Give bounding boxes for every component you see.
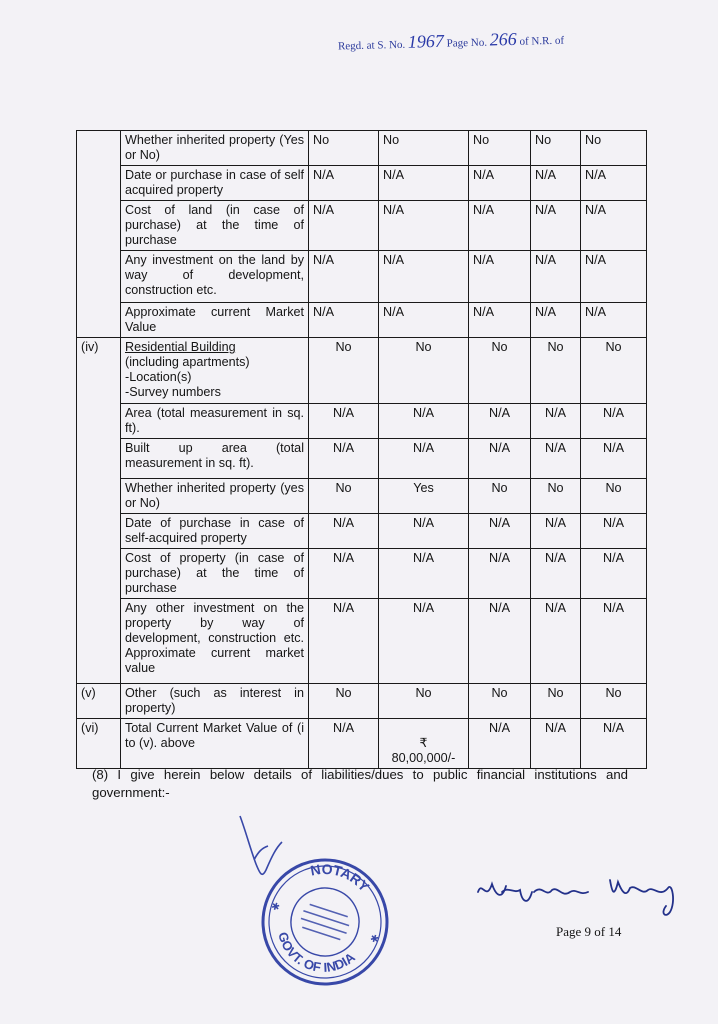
table-row [77,303,647,338]
value-cell: N/A [469,166,531,201]
value-cell: N/A [309,599,379,684]
value-cell: N/A [379,166,469,201]
value-cell: N/A [581,514,647,549]
table-row [77,251,647,303]
value-cell: No [469,684,531,719]
row-number [77,166,121,201]
value-cell: N/A [531,404,581,439]
value-cell: N/A [379,439,469,479]
row-number: (vi) [77,719,121,769]
row-number: (v) [77,684,121,719]
value-cell: No [581,684,647,719]
description-line: -Location(s) [125,370,192,384]
table-row [77,549,647,599]
value-cell: N/A [469,549,531,599]
table-row [77,404,647,439]
value-cell: N/A [531,549,581,599]
row-description: Date of purchase in case of self-acquired property [121,514,309,549]
row-description [121,338,309,404]
row-description: Cost of property (in case of purchase) at the time of purchase [121,549,309,599]
value-cell: N/A [581,404,647,439]
row-description: Cost of land (in case of purchase) at the time of purchase [121,201,309,251]
value-cell: N/A [531,719,581,769]
row-number [77,439,121,479]
value-cell: N/A [309,404,379,439]
table-row [77,684,647,719]
value-cell: No [531,131,581,166]
value-cell: N/A [581,166,647,201]
value-cell: N/A [581,201,647,251]
value-cell: N/A [581,251,647,303]
value-cell: ₹ 80,00,000/- [379,719,469,769]
value-cell: N/A [531,201,581,251]
value-cell: N/A [581,439,647,479]
row-description: Approximate current Market Value [121,303,309,338]
value-cell: N/A [531,166,581,201]
table-row [77,201,647,251]
table-row [77,166,647,201]
value-cell: N/A [469,439,531,479]
value-cell: N/A [531,599,581,684]
row-number [77,303,121,338]
liabilities-paragraph: (8) I give herein below details of liabilities/dues to public financial institutions and government:- [92,767,628,800]
row-number [77,251,121,303]
value-cell: No [309,684,379,719]
table-row [77,338,647,404]
description-title: Residential Building [125,340,236,354]
value-cell: N/A [379,514,469,549]
value-cell: N/A [379,599,469,684]
seal-top-text: NOTARY [309,860,373,895]
value-cell: No [309,338,379,404]
table-row [77,131,647,166]
value-cell: N/A [469,599,531,684]
reg-serial: 1967 [407,30,445,52]
reg-page-label: Page No. [446,36,488,50]
value-cell: N/A [469,201,531,251]
value-cell: N/A [531,303,581,338]
value-cell: No [469,338,531,404]
value-cell: N/A [379,303,469,338]
value-cell: N/A [379,251,469,303]
notary-seal [255,852,395,992]
value-cell: No [379,684,469,719]
assets-table [76,130,647,769]
row-description: Total Current Market Value of (i to (v). above [121,719,309,769]
description-line: (including apartments) [125,355,250,369]
value-cell: N/A [531,251,581,303]
value-cell: N/A [309,201,379,251]
value-cell: No [379,338,469,404]
value-cell: No [581,131,647,166]
row-description: Any investment on the land by way of development, construction etc. [121,251,309,303]
table-row [77,719,647,769]
row-number [77,479,121,514]
row-description: Whether inherited property (Yes or No) [121,131,309,166]
table-row [77,479,647,514]
value-cell: N/A [581,719,647,769]
value-cell: N/A [469,251,531,303]
row-description: Whether inherited property (yes or No) [121,479,309,514]
value-cell: N/A [379,404,469,439]
registration-stamp [338,26,609,63]
signature [472,862,692,922]
row-number [77,131,121,166]
table-row [77,514,647,549]
value-cell: N/A [309,719,379,769]
value-cell: N/A [309,439,379,479]
description-line: -Survey numbers [125,385,221,399]
value-cell: N/A [309,514,379,549]
row-description: Other (such as interest in property) [121,684,309,719]
value-cell: No [309,479,379,514]
value-cell: N/A [379,201,469,251]
value-cell: N/A [309,303,379,338]
row-description: Date or purchase in case of self acquired property [121,166,309,201]
table-row [77,439,647,479]
value-cell: N/A [309,251,379,303]
value-cell: N/A [581,303,647,338]
value-cell: N/A [309,549,379,599]
page-number: Page 9 of 14 [556,924,622,939]
value-cell: Yes [379,479,469,514]
value-cell: N/A [469,303,531,338]
reg-page-no: 266 [489,28,517,50]
value-cell: N/A [309,166,379,201]
svg-text:✱: ✱ [269,900,281,914]
value-cell: No [531,684,581,719]
value-cell: N/A [379,549,469,599]
row-description: Area (total measurement in sq. ft). [121,404,309,439]
table-row [77,599,647,684]
row-number [77,201,121,251]
value-cell: N/A [581,549,647,599]
value-cell: N/A [531,439,581,479]
value-cell: No [469,479,531,514]
row-description: Built up area (total measurement in sq. ft). [121,439,309,479]
value-cell: No [531,479,581,514]
reg-suffix: of N.R. of [519,34,565,48]
value-cell: No [531,338,581,404]
value-cell: No [581,338,647,404]
value-cell: No [379,131,469,166]
value-cell: N/A [531,514,581,549]
value-cell: No [581,479,647,514]
row-description: Any other investment on the property by way of development, construction etc. Approximate current market value [121,599,309,684]
value-cell: N/A [469,719,531,769]
seal-bottom-text: GOVT. OF INDIA [275,930,358,975]
reg-prefix: Regd. at S. No. [337,38,406,53]
svg-text:✱: ✱ [368,933,380,947]
value-cell: No [309,131,379,166]
value-cell: N/A [469,404,531,439]
row-number [77,599,121,684]
value-cell: N/A [469,514,531,549]
row-number [77,514,121,549]
row-number [77,549,121,599]
value-cell: N/A [581,599,647,684]
row-number [77,404,121,439]
row-number: (iv) [77,338,121,404]
value-cell: No [469,131,531,166]
